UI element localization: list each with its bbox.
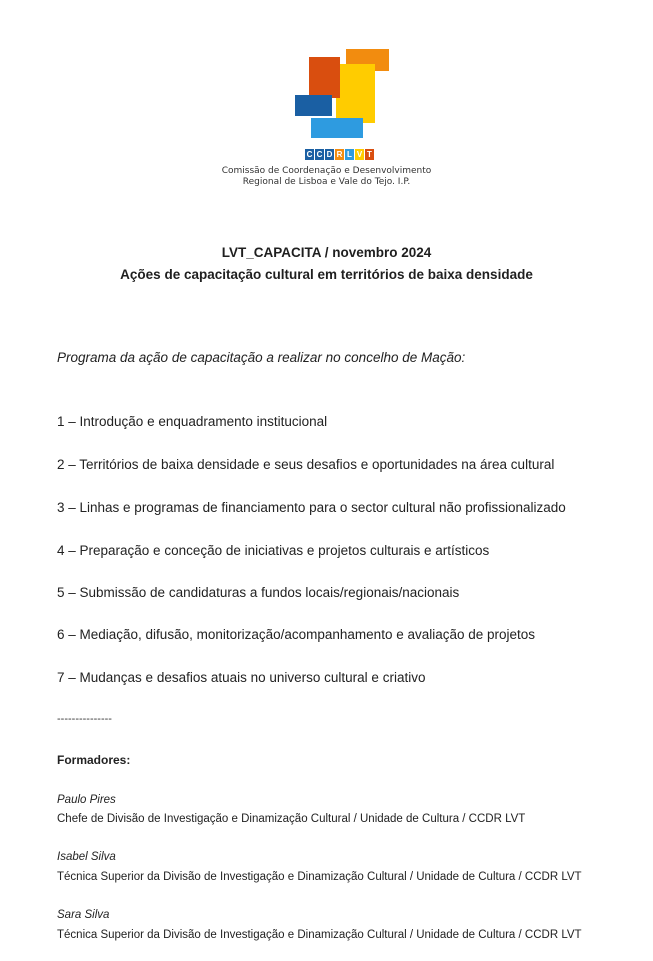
ccdr-lvt-badge xyxy=(305,149,374,160)
ccdr-logo xyxy=(0,0,653,200)
badge-letter: C xyxy=(316,150,323,159)
org-line-1: Comissão de Coordenação e Desenvolvimento xyxy=(221,166,432,176)
program-item: 6 – Mediação, difusão, monitorização/acompanhamento e avaliação de projetos xyxy=(57,627,536,642)
trainers-heading: Formadores: xyxy=(57,753,131,767)
program-item: 1 – Introdução e enquadramento institucional xyxy=(57,414,328,429)
program-item: 4 – Preparação e conceção de iniciativas e projetos culturais e artísticos xyxy=(57,543,490,558)
program-item: 5 – Submissão de candidaturas a fundos locais/regionais/nacionais xyxy=(57,585,460,600)
program-item: 7 – Mudanças e desafios atuais no universo cultural e criativo xyxy=(57,670,426,685)
trainer-role: Chefe de Divisão de Investigação e Dinamização Cultural / Unidade de Cultura / CCDR LVT xyxy=(57,813,526,825)
org-line-2: Regional de Lisboa e Vale do Tejo. I.P. xyxy=(242,177,411,187)
logo-block-dark-blue xyxy=(295,95,332,116)
program-intro: Programa da ação de capacitação a realizar no concelho de Mação: xyxy=(57,350,466,365)
logo-block-red xyxy=(309,57,340,98)
program-item: 3 – Linhas e programas de financiamento para o sector cultural não profissionalizado xyxy=(57,500,566,515)
badge-letter: V xyxy=(356,150,363,159)
trainer-role: Técnica Superior da Divisão de Investigação e Dinamização Cultural / Unidade de Cultura / CCDR LVT xyxy=(57,871,582,883)
document-subtitle: Ações de capacitação cultural em territórios de baixa densidade xyxy=(120,267,533,282)
program-item: 2 – Territórios de baixa densidade e seus desafios e oportunidades na área cultural xyxy=(57,457,555,472)
trainer-name: Paulo Pires xyxy=(57,794,116,806)
badge-letter: T xyxy=(365,149,374,160)
badge-letter: R xyxy=(336,150,343,159)
badge-letter: L xyxy=(345,149,354,160)
badge-letter: C xyxy=(306,150,313,159)
trainer-role: Técnica Superior da Divisão de Investigação e Dinamização Cultural / Unidade de Cultura / CCDR LVT xyxy=(57,929,582,941)
badge-letter: D xyxy=(326,150,333,159)
logo-block-light-blue xyxy=(311,118,363,138)
trainer-name: Isabel Silva xyxy=(57,851,116,863)
separator: --------------- xyxy=(57,713,112,725)
organization-name xyxy=(0,166,653,188)
document-title: LVT_CAPACITA / novembro 2024 xyxy=(221,245,432,260)
trainer-name: Sara Silva xyxy=(57,909,110,921)
logo-block-yellow xyxy=(336,64,375,123)
